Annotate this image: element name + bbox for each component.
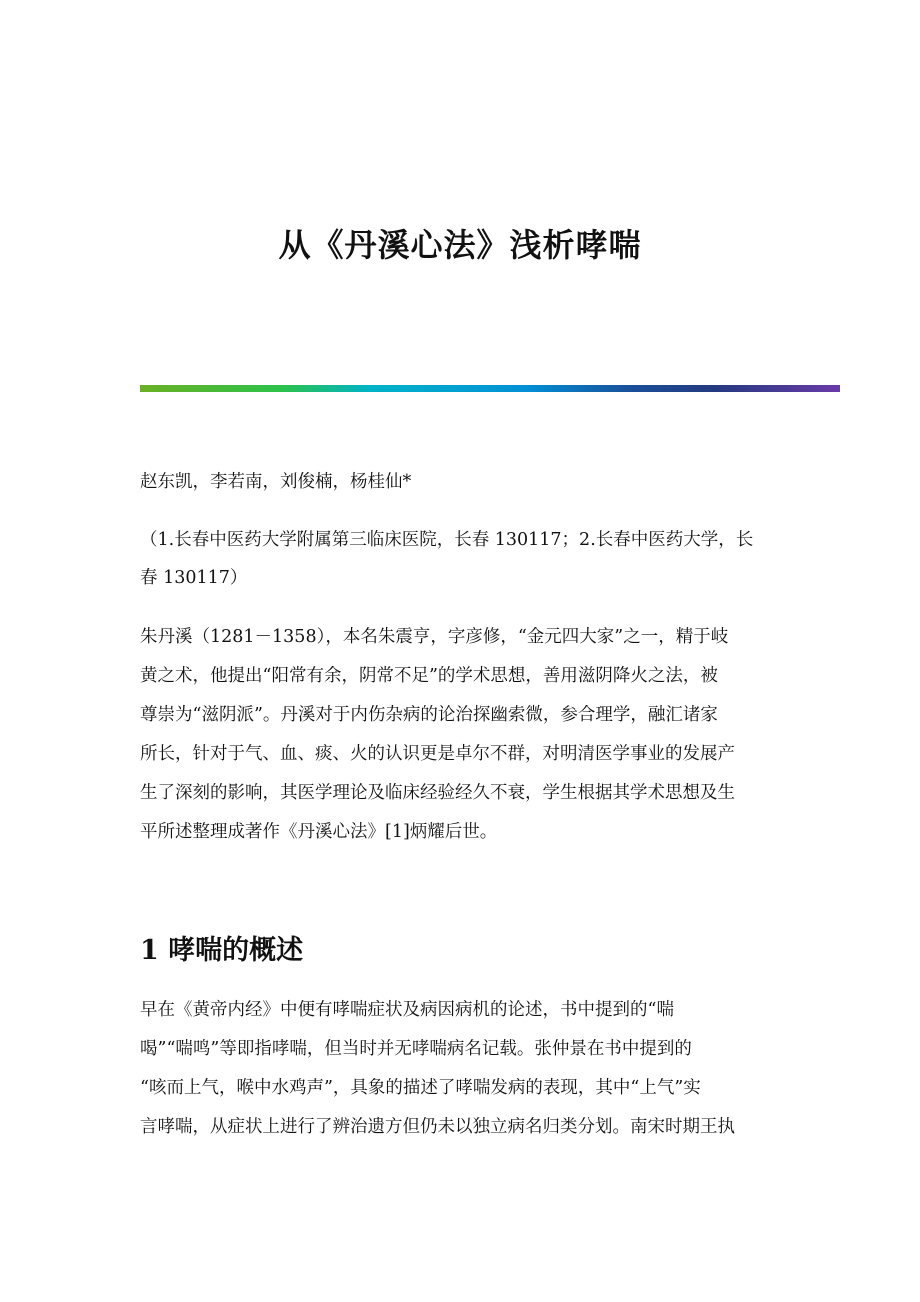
document-title: 从《丹溪心法》浅析哮喘 xyxy=(278,226,642,264)
intro-paragraph-line: 平所述整理成著作《丹溪心法》[1]炳耀后世。 xyxy=(140,822,498,842)
section-heading: 1 哮喘的概述 xyxy=(140,935,304,966)
section-paragraph-line: 早在《黄帝内经》中便有哮喘症状及病因病机的论述，书中提到的“喘 xyxy=(140,1000,674,1020)
affiliation-line: （1.长春中医药大学附属第三临床医院，长春 130117；2.长春中医药大学，长 xyxy=(140,530,754,550)
intro-paragraph-line: 生了深刻的影响，其医学理论及临床经验经久不衰，学生根据其学术思想及生 xyxy=(140,783,735,803)
section-paragraph-line: 喝”“喘鸣”等即指哮喘，但当时并无哮喘病名记载。张仲景在书中提到的 xyxy=(140,1039,692,1059)
section-paragraph-line: 言哮喘，从症状上进行了辨治遗方但仍未以独立病名归类分划。南宋时期王执 xyxy=(140,1117,735,1137)
affiliation-line: 春 130117） xyxy=(140,568,248,588)
authors: 赵东凯，李若南，刘俊楠，杨桂仙* xyxy=(140,472,412,492)
accent-divider xyxy=(140,385,840,392)
intro-paragraph-line: 尊崇为“滋阴派”。丹溪对于内伤杂病的论治探幽索微，参合理学，融汇诸家 xyxy=(140,705,718,725)
intro-paragraph-line: 朱丹溪（1281－1358），本名朱震亨，字彦修，“金元四大家”之一，精于岐 xyxy=(140,627,729,647)
intro-paragraph-line: 所长，针对于气、血、痰、火的认识更是卓尔不群，对明清医学事业的发展产 xyxy=(140,744,735,764)
section-paragraph-line: “咳而上气，喉中水鸡声”，具象的描述了哮喘发病的表现，其中“上气”实 xyxy=(140,1078,701,1098)
intro-paragraph-line: 黄之术，他提出“阳常有余，阴常不足”的学术思想，善用滋阴降火之法，被 xyxy=(140,666,718,686)
